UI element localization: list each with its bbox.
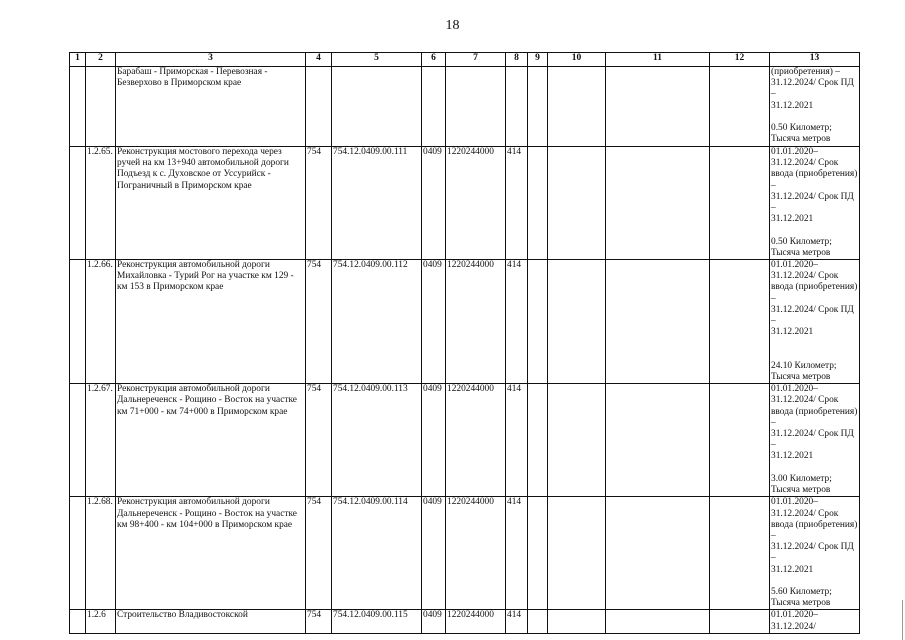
cell-col10 — [548, 384, 606, 497]
column-header: 7 — [446, 53, 506, 67]
column-header: 2 — [86, 53, 116, 67]
cell-col11 — [606, 497, 710, 610]
cell-col8: 414 — [506, 610, 528, 633]
table-row — [70, 497, 860, 610]
table-row — [70, 67, 860, 147]
cell-terms: 01.01.2020–31.12.2024/ — [770, 610, 860, 633]
cell-col12 — [710, 497, 770, 610]
cell-item-number: 1.2.65. — [86, 147, 116, 260]
cell-col12 — [710, 610, 770, 633]
cell-col12 — [710, 147, 770, 260]
cell-col7: 1220244000 — [446, 260, 506, 384]
table-header-row — [70, 53, 860, 67]
budget-table — [69, 52, 860, 634]
cell-col4: 754 — [306, 384, 332, 497]
table-row — [70, 260, 860, 384]
cell-col5: 754.12.0409.00.113 — [332, 384, 422, 497]
cell-col10 — [548, 260, 606, 384]
cell-terms: 01.01.2020–31.12.2024/ Срок ввода (приобретения) – 31.12.2024/ Срок ПД – 31.12.2021 3.00 Километр; Тысяча метров — [770, 384, 860, 497]
column-header: 1 — [70, 53, 86, 67]
cell-col5: 754.12.0409.00.115 — [332, 610, 422, 633]
cell-col5: 754.12.0409.00.114 — [332, 497, 422, 610]
cell-col12 — [710, 67, 770, 147]
page-number: 18 — [445, 18, 460, 33]
cell-description: Строительство Владивостокской — [116, 610, 306, 633]
cell-col7: 1220244000 — [446, 384, 506, 497]
cell-col4: 754 — [306, 497, 332, 610]
cell-col8: 414 — [506, 260, 528, 384]
cell-description: Реконструкция автомобильной дороги Дальнереченск - Рощино - Восток на участке км 98+400 - км 104+000 в Приморском крае — [116, 497, 306, 610]
cell-col9 — [528, 497, 548, 610]
cell-col4: 754 — [306, 260, 332, 384]
cell-col6: 0409 — [422, 497, 446, 610]
cell-col9 — [528, 260, 548, 384]
cell-col12 — [710, 260, 770, 384]
cell-description: Реконструкция автомобильной дороги Дальнереченск - Рощино - Восток на участке км 71+000 - км 74+000 в Приморском крае — [116, 384, 306, 497]
cell-col10 — [548, 610, 606, 633]
cell-col9 — [528, 384, 548, 497]
column-header: 3 — [116, 53, 306, 67]
cell-col1 — [70, 147, 86, 260]
cell-col5: 754.12.0409.00.111 — [332, 147, 422, 260]
cell-col11 — [606, 610, 710, 633]
cell-col7 — [446, 67, 506, 147]
cell-col6: 0409 — [422, 147, 446, 260]
cell-item-number: 1.2.68. — [86, 497, 116, 610]
cell-col6: 0409 — [422, 384, 446, 497]
cell-description: Барабаш - Приморская - Перевозная - Безверхово в Приморском крае — [116, 67, 306, 147]
cell-col1 — [70, 384, 86, 497]
column-header: 9 — [528, 53, 548, 67]
table-row — [70, 147, 860, 260]
cell-col6: 0409 — [422, 260, 446, 384]
cell-col6: 0409 — [422, 610, 446, 633]
cell-col11 — [606, 384, 710, 497]
cell-col12 — [710, 384, 770, 497]
cell-description: Реконструкция мостового перехода через ручей на км 13+940 автомобильной дороги Подъезд к с. Духовское от Уссурийск - Пограничный в Приморском крае — [116, 147, 306, 260]
cell-col4: 754 — [306, 147, 332, 260]
cell-col1 — [70, 610, 86, 633]
cell-col10 — [548, 497, 606, 610]
column-header: 11 — [606, 53, 710, 67]
cell-col6 — [422, 67, 446, 147]
cell-col11 — [606, 260, 710, 384]
column-header: 5 — [332, 53, 422, 67]
cell-col7: 1220244000 — [446, 610, 506, 633]
cell-col4 — [306, 67, 332, 147]
cell-item-number — [86, 67, 116, 147]
cell-col7: 1220244000 — [446, 497, 506, 610]
cell-col4: 754 — [306, 610, 332, 633]
column-header: 13 — [770, 53, 860, 67]
table-row — [70, 610, 860, 633]
cell-col1 — [70, 260, 86, 384]
cell-item-number: 1.2.6 — [86, 610, 116, 633]
cell-col9 — [528, 147, 548, 260]
cell-col7: 1220244000 — [446, 147, 506, 260]
cell-item-number: 1.2.66. — [86, 260, 116, 384]
cell-terms: 01.01.2020–31.12.2024/ Срок ввода (приобретения) – 31.12.2024/ Срок ПД – 31.12.2021 5.60 Километр; Тысяча метров — [770, 497, 860, 610]
cell-item-number: 1.2.67. — [86, 384, 116, 497]
column-header: 6 — [422, 53, 446, 67]
cell-col9 — [528, 67, 548, 147]
cell-terms: 01.01.2020–31.12.2024/ Срок ввода (приобретения) – 31.12.2024/ Срок ПД – 31.12.2021 0.50 Километр; Тысяча метров — [770, 147, 860, 260]
cell-col8 — [506, 67, 528, 147]
cell-description: Реконструкция автомобильной дороги Михайловка - Турий Рог на участке км 129 - км 153 в Приморском крае — [116, 260, 306, 384]
column-header: 10 — [548, 53, 606, 67]
cell-col11 — [606, 67, 710, 147]
column-header: 4 — [306, 53, 332, 67]
cell-col1 — [70, 497, 86, 610]
cell-col5: 754.12.0409.00.112 — [332, 260, 422, 384]
column-header: 8 — [506, 53, 528, 67]
cell-col5 — [332, 67, 422, 147]
cell-col11 — [606, 147, 710, 260]
table-row — [70, 384, 860, 497]
cell-terms: (приобретения) – 31.12.2024/ Срок ПД – 31.12.2021 0.50 Километр; Тысяча метров — [770, 67, 860, 147]
cell-col9 — [528, 610, 548, 633]
cell-col8: 414 — [506, 147, 528, 260]
column-header: 12 — [710, 53, 770, 67]
scan-edge-mark — [902, 600, 903, 640]
cell-col1 — [70, 67, 86, 147]
cell-col10 — [548, 67, 606, 147]
cell-col8: 414 — [506, 384, 528, 497]
cell-terms: 01.01.2020–31.12.2024/ Срок ввода (приобретения) – 31.12.2024/ Срок ПД – 31.12.2021 24.10 Километр; Тысяча метров — [770, 260, 860, 384]
cell-col10 — [548, 147, 606, 260]
cell-col8: 414 — [506, 497, 528, 610]
